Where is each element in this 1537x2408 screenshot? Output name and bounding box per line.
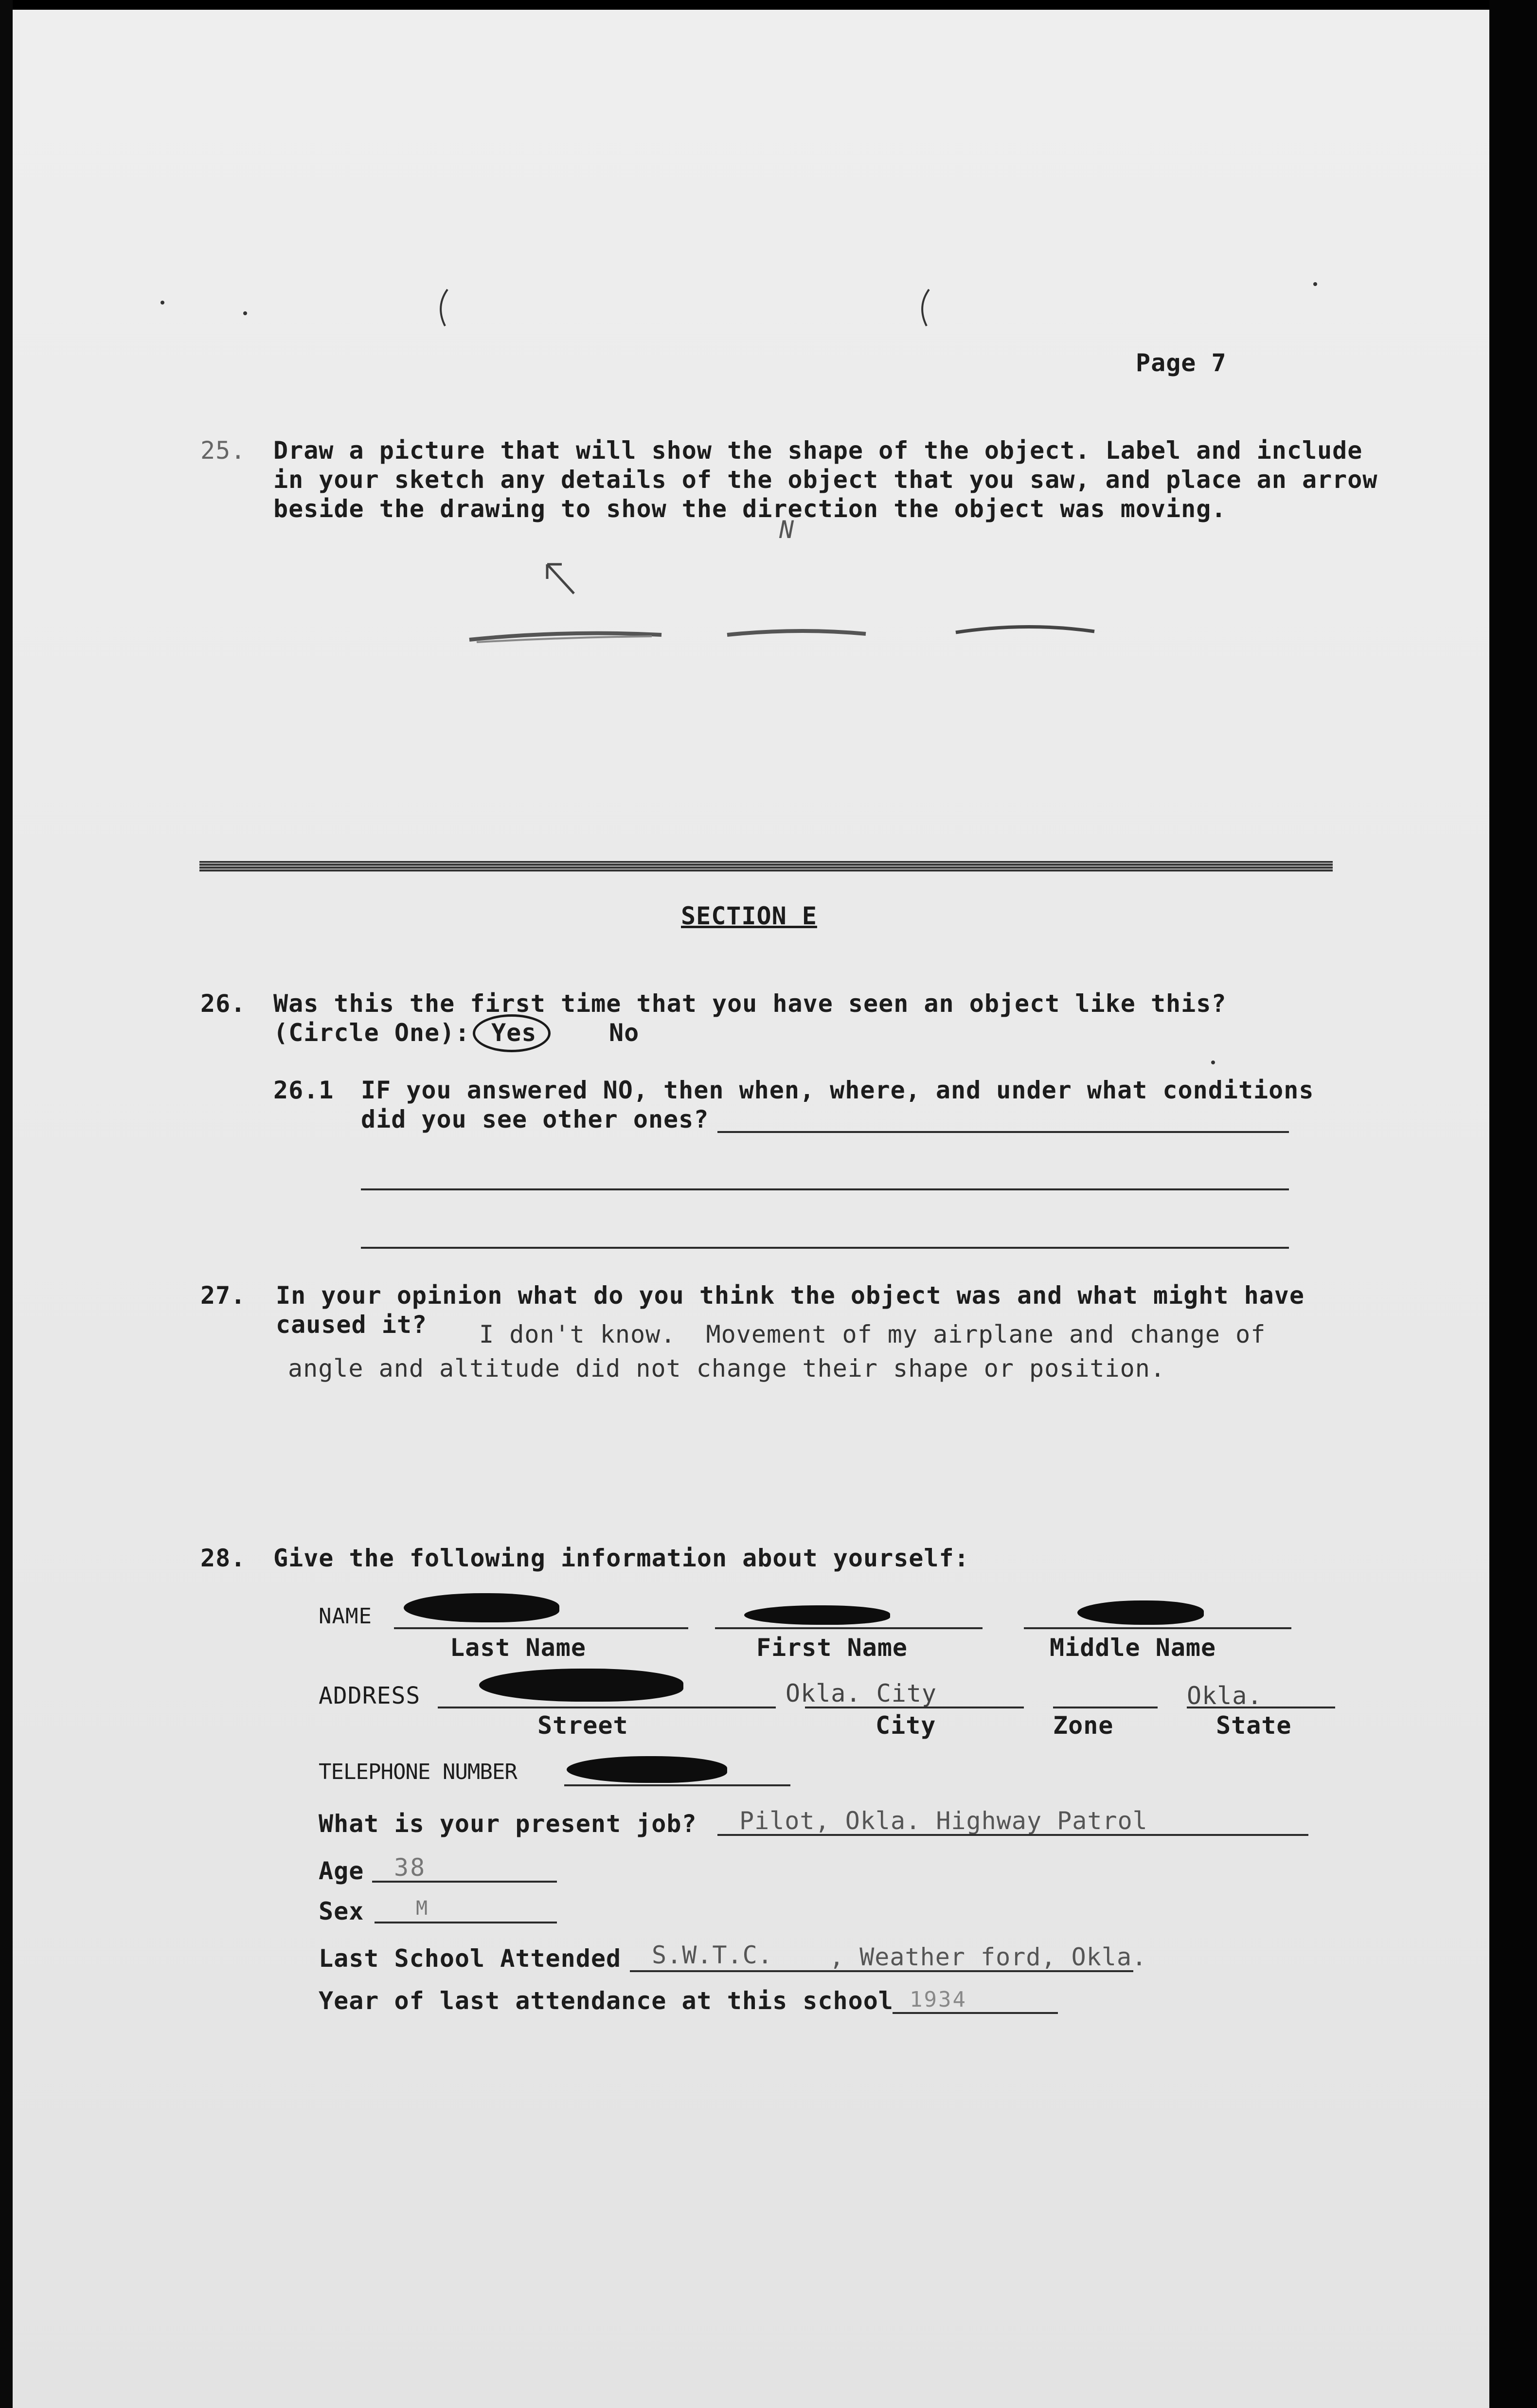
city-caption: City [876,1711,936,1740]
school-field[interactable] [630,1970,1133,1972]
sex-value: M [416,1897,429,1920]
q26-1-answer-line-2[interactable] [361,1188,1289,1190]
sex-field[interactable] [375,1922,557,1923]
telephone-field[interactable] [564,1784,790,1786]
page-number: Page 7 [1136,349,1227,377]
zone-caption: Zone [1053,1711,1114,1740]
state-field[interactable] [1187,1707,1335,1708]
q26-1-answer-line-3[interactable] [361,1247,1289,1249]
redaction-last-name [404,1593,559,1622]
section-separator [199,861,1333,872]
q28-prompt: Give the following information about yourself: [273,1544,969,1572]
name-label: NAME [319,1604,372,1629]
q26-number: 26. [200,989,246,1018]
scan-speck [243,311,247,315]
year-label: Year of last attendance at this school [319,1987,894,2015]
school-value: S.W.T.C. [652,1941,773,1969]
scan-speck [1211,1060,1215,1064]
q26-1-line-1: IF you answered NO, then when, where, and under what conditions [361,1076,1314,1104]
sketch-object-3 [953,622,1099,641]
last-name-caption: Last Name [450,1634,586,1662]
year-field[interactable] [893,2012,1058,2014]
first-name-field[interactable] [715,1627,983,1629]
sketch-object-2 [725,625,871,645]
q26-circle-instruction: (Circle One): [273,1019,470,1047]
margin-mark [910,287,939,331]
q27-line-1: In your opinion what do you think the object was and what might have [276,1281,1305,1310]
school-label: Last School Attended [319,1944,622,1973]
q25-line-3: beside the drawing to show the direction the object was moving. [273,495,1227,523]
q27-answer-line-1: I don't know. Movement of my airplane and change of [479,1320,1266,1348]
address-label: ADDRESS [319,1682,421,1709]
q26-question: Was this the first time that you have seen an object like this? [273,989,1227,1018]
scan-speck [1313,282,1317,286]
state-value: Okla. [1187,1682,1263,1710]
sketch-north-label: N [779,516,796,544]
form-page [13,10,1489,2408]
street-field[interactable] [438,1707,776,1708]
q26-1-answer-line-1[interactable] [717,1131,1289,1133]
q26-option-no[interactable]: No [609,1019,640,1047]
q26-yes-circled-mark [473,1014,551,1052]
year-value: 1934 [910,1987,967,2012]
school-location: , Weather ford, Okla. [829,1943,1147,1971]
telephone-label: TELEPHONE NUMBER [319,1760,517,1784]
sketch-direction-arrow [542,559,581,598]
q27-answer-line-2: angle and altitude did not change their shape or position. [288,1354,1165,1383]
sex-label: Sex [319,1897,364,1925]
job-label: What is your present job? [319,1810,697,1838]
first-name-caption: First Name [756,1634,908,1662]
q28-number: 28. [200,1544,246,1572]
middle-name-caption: Middle Name [1050,1634,1216,1662]
q25-line-2: in your sketch any details of the object that you saw, and place an arrow [273,466,1378,494]
scan-speck [161,301,164,305]
scan-right-border [1489,0,1537,2408]
age-field[interactable] [372,1881,557,1883]
age-label: Age [319,1857,364,1885]
sketch-object-1 [467,628,666,647]
q26-option-yes[interactable]: Yes [491,1019,537,1047]
q25-line-1: Draw a picture that will show the shape of the object. Label and include [273,436,1363,465]
q27-line-2-prompt: caused it? [276,1311,428,1339]
city-value: Okla. City [786,1679,937,1707]
state-caption: State [1216,1711,1292,1740]
section-title: SECTION E [681,902,817,930]
margin-mark [428,287,457,331]
q25-number: 25. [200,436,246,465]
street-caption: Street [537,1711,628,1740]
city-field[interactable] [805,1707,1024,1708]
middle-name-field[interactable] [1024,1627,1291,1629]
zone-field[interactable] [1053,1707,1158,1708]
redaction-telephone [567,1756,727,1783]
job-value: Pilot, Okla. Highway Patrol [739,1807,1148,1835]
job-field[interactable] [717,1834,1308,1836]
q27-number: 27. [200,1281,246,1310]
redaction-street [479,1669,683,1702]
age-value: 38 [394,1853,427,1882]
redaction-middle-name [1077,1600,1204,1625]
q26-1-line-2: did you see other ones? [361,1105,709,1133]
redaction-first-name [744,1605,890,1625]
scan-left-border [0,0,13,2408]
q26-1-number: 26.1 [273,1076,334,1104]
last-name-field[interactable] [394,1627,688,1629]
